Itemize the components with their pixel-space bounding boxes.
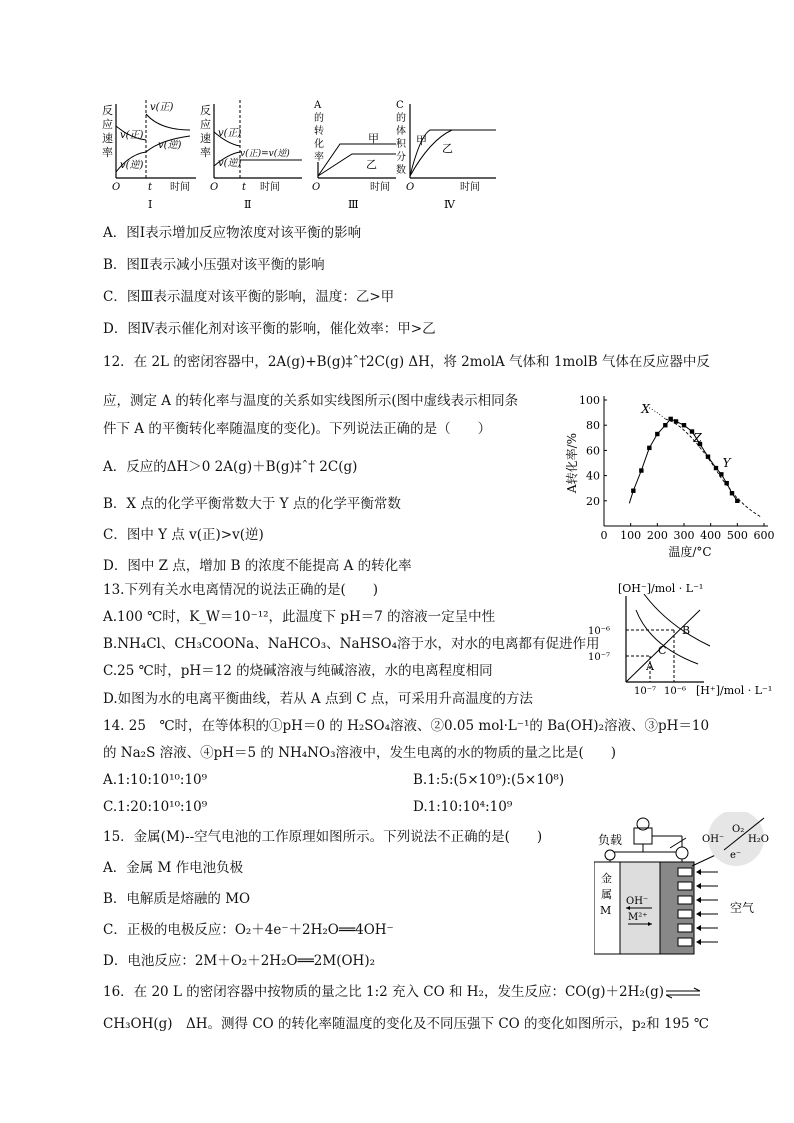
panel4-ylabel-2: 的 xyxy=(396,113,406,124)
panel1-numeral: Ⅰ xyxy=(148,198,153,211)
q12-xtick-label: 600 xyxy=(753,529,775,542)
panel1-origin: O xyxy=(112,182,121,193)
panel4-curve-jia: 甲 xyxy=(416,134,427,147)
q12-data-point xyxy=(682,423,686,427)
q11-option-d: D．图Ⅳ表示催化剂对该平衡的影响，催化效率：甲>乙 xyxy=(103,321,436,337)
q15-option-c: C．正极的电极反应：O₂＋4e⁻＋2H₂O══4OH⁻ xyxy=(103,922,394,938)
q14-option-b: B.1:5:(5×10⁹):(5×10⁸) xyxy=(413,772,565,788)
q12-data-point xyxy=(655,432,659,436)
panel1-curve-3: v(正) xyxy=(150,102,174,113)
panel3-ylabel-5: 率 xyxy=(314,152,324,163)
panel3-numeral: Ⅲ xyxy=(348,198,359,211)
q16-line-2: CH₃OH(g) ΔH。测得 CO 的转化率随温度的变化及不同压强下 CO 的变化如图所示，p₂和 195 ℃ xyxy=(103,1016,710,1032)
panel1-t: t xyxy=(148,182,153,193)
panel2-ylabel-1: 反 xyxy=(200,104,211,117)
panel4-curve-yi: 乙 xyxy=(442,142,453,155)
q12-data-point xyxy=(639,468,643,472)
q12-data-point xyxy=(730,491,734,495)
q12-data-point xyxy=(714,466,718,470)
panel2-xlabel: 时间 xyxy=(260,182,280,193)
q15-bubble-oh: OH⁻ xyxy=(702,834,725,845)
q12-data-point xyxy=(706,455,710,459)
q13-option-a: A.100 ℃时，K_W＝10⁻¹²，此温度下 pH＝7 的溶液一定呈中性 xyxy=(103,609,496,625)
q12-equilibrium-curve xyxy=(665,419,761,517)
q12-stem-3: 件下 A 的平衡转化率随温度的变化)。下列说法正确的是（ ） xyxy=(103,421,492,437)
q15-metal-3: M xyxy=(600,904,612,917)
q13-point-c: C xyxy=(658,644,667,657)
q12-option-a: A．反应的ΔH＞0 2A(g)＋B(g)‡ˆ† 2C(g) xyxy=(103,459,358,475)
q12-data-point xyxy=(668,417,672,421)
q15-option-d: D．电池反应：2M＋O₂＋2H₂O══2M(OH)₂ xyxy=(103,953,376,969)
panel2-t: t xyxy=(242,182,247,193)
rate-figure-panels xyxy=(100,96,500,214)
panel2-origin: O xyxy=(210,182,219,193)
q12-ytick-label: 60 xyxy=(586,444,600,458)
q15-bubble-o2: O₂ xyxy=(732,824,745,835)
panel4-origin: O xyxy=(406,182,415,193)
panel1-ylabel-1: 反 xyxy=(102,104,113,117)
q13-option-b: B.NH₄Cl、CH₃COONa、NaHCO₃、NaHSO₄溶于水，对水的电离都有促进作用 xyxy=(103,636,600,652)
q13-fig-xtick-2: 10⁻⁶ xyxy=(664,686,687,697)
q15-load-label: 负载 xyxy=(598,833,623,847)
panel1-curve-4: v(逆) xyxy=(158,140,182,151)
panel-2 xyxy=(200,100,302,211)
q13-point-b: B xyxy=(682,624,691,637)
q14-option-a: A.1:10:10¹⁰:10⁹ xyxy=(103,772,208,788)
q12-option-b: B．X 点的化学平衡常数大于 Y 点的化学平衡常数 xyxy=(103,496,401,512)
q16-line-1 xyxy=(103,983,702,1001)
q12-ytick-label: 20 xyxy=(586,494,600,508)
q12-xtick-label: 0 xyxy=(600,529,608,542)
q12-data-point xyxy=(674,419,678,423)
q12-option-c: C．图中 Y 点 v(正)>v(逆) xyxy=(103,527,264,543)
panel1-xlabel: 时间 xyxy=(170,182,190,193)
q14-stem-2: 的 Na₂S 溶液、④pH＝5 的 NH₄NO₃溶液中，发生电离的水的物质的量之比是( ) xyxy=(103,745,617,761)
q15-ion-m: M²⁺ xyxy=(628,912,648,923)
q13-stem: 13.下列有关水电离情况的说法正确的是( ) xyxy=(103,582,379,598)
q13-option-d: D.如图为水的电离平衡曲线，若从 A 点到 C 点，可采用升高温度的方法 xyxy=(103,691,533,707)
q15-option-a: A．金属 M 作电池负极 xyxy=(103,860,244,876)
q12-xtick-label: 100 xyxy=(620,529,642,542)
q12-data-point xyxy=(719,472,723,476)
q15-ion-oh: OH⁻ xyxy=(626,896,649,907)
q15-bubble-h2o: H₂O xyxy=(748,834,769,845)
panel3-xlabel: 时间 xyxy=(370,182,390,193)
q13-fig-ytick-1: 10⁻⁶ xyxy=(588,626,611,637)
q14-option-c: C.1:20:10¹⁰:10⁹ xyxy=(103,799,208,815)
panel4-ylabel-1: C xyxy=(396,100,404,111)
q13-point-a: A xyxy=(646,660,654,673)
panel3-origin: O xyxy=(312,182,321,193)
q12-ytick-label: 40 xyxy=(586,469,600,483)
equilibrium-arrow-icon xyxy=(666,987,702,999)
q12-stem-2: 应，测定 A 的转化率与温度的关系如实线图所示(图中虚线表示相同条 xyxy=(103,393,519,409)
panel3-ylabel-3: 转 xyxy=(314,126,324,137)
water-ionization-figure xyxy=(588,580,788,702)
panel2-ylabel-4: 率 xyxy=(200,146,211,159)
panel2-numeral: Ⅱ xyxy=(244,198,252,211)
panel2-ylabel-2: 应 xyxy=(200,118,211,131)
panel-4 xyxy=(396,100,496,211)
panel4-ylabel-3: 体 xyxy=(396,126,406,137)
q11-option-a: A．图Ⅰ表示增加反应物浓度对该平衡的影响 xyxy=(103,225,362,241)
q12-xtick-label: 400 xyxy=(700,529,722,542)
panel4-numeral: Ⅳ xyxy=(444,198,455,211)
q15-option-b: B．电解质是熔融的 MO xyxy=(103,891,251,907)
q12-data-point xyxy=(647,446,651,450)
q12-xlabel: 温度/°C xyxy=(668,545,712,559)
q15-stem: 15．金属(M)--空气电池的工作原理如图所示。下列说法不正确的是( ) xyxy=(103,829,543,845)
panel1-curve-2: v(逆) xyxy=(120,160,144,171)
q13-fig-ylabel: [OH⁻]/mol · L⁻¹ xyxy=(618,582,704,595)
panel4-ylabel-4: 积 xyxy=(396,139,406,150)
q15-metal-2: 属 xyxy=(601,888,612,901)
q11-option-c: C．图Ⅲ表示温度对该平衡的影响，温度：乙>甲 xyxy=(103,289,395,305)
q14-option-d: D.1:10:10⁴:10⁹ xyxy=(413,799,513,815)
q12-annotation-x: X xyxy=(641,402,650,417)
panel3-ylabel-1: A xyxy=(314,100,322,111)
q12-option-d: D．图中 Z 点，增加 B 的浓度不能提高 A 的转化率 xyxy=(103,558,412,574)
panel3-ylabel-2: 的 xyxy=(314,113,324,124)
q12-measured-curve xyxy=(629,419,737,503)
q12-xtick-label: 300 xyxy=(673,529,695,542)
panel-3 xyxy=(312,100,396,211)
metal-air-battery-figure xyxy=(594,812,778,970)
q12-data-point xyxy=(631,489,635,493)
panel2-ylabel-3: 速 xyxy=(200,132,211,145)
q12-data-point xyxy=(724,481,728,485)
q12-data-point xyxy=(735,499,739,503)
panel4-xlabel: 时间 xyxy=(460,182,480,193)
q12-ytick-label: 100 xyxy=(579,394,600,407)
q12-annotation-z: Z xyxy=(693,430,702,445)
panel2-curve-2: v(逆) xyxy=(218,158,242,169)
q14-stem-1: 14. 25 ℃时，在等体积的①pH＝0 的 H₂SO₄溶液、②0.05 mol·L⁻¹的 Ba(OH)₂溶液、③pH＝10 xyxy=(103,718,710,734)
q12-xtick-label: 200 xyxy=(646,529,668,542)
q13-fig-ytick-2: 10⁻⁷ xyxy=(588,652,611,663)
q12-stem-1: 12．在 2L 的密闭容器中，2A(g)+B(g)‡ˆ†2C(g) ΔH，将 2molA 气体和 1molB 气体在反应器中反 xyxy=(103,354,710,370)
panel1-ylabel-2: 应 xyxy=(102,118,113,131)
panel3-curve-yi: 乙 xyxy=(366,158,377,171)
q11-option-b: B．图Ⅱ表示减小压强对该平衡的影响 xyxy=(103,257,325,273)
q15-air-label: 空气 xyxy=(730,901,755,915)
panel3-ylabel-4: 化 xyxy=(314,139,324,150)
panel1-ylabel-4: 率 xyxy=(102,146,113,159)
panel4-ylabel-5: 分 xyxy=(396,152,406,163)
q12-ylabel: A转化率/% xyxy=(565,432,579,494)
panel1-curve-1: v(正) xyxy=(120,130,144,141)
panel2-curve-1: v(正) xyxy=(218,128,242,139)
q12-data-point xyxy=(663,423,667,427)
panel4-ylabel-6: 数 xyxy=(396,165,406,176)
q12-ytick-label: 80 xyxy=(586,419,600,433)
q16-line-1-text: 16．在 20 L 的密闭容器中按物质的量之比 1:2 充入 CO 和 H₂，发生反应：CO(g)＋2H₂(g) xyxy=(103,984,664,1000)
q13-fig-xlabel: [H⁺]/mol · L⁻¹ xyxy=(696,684,773,697)
q12-annotation-y: Y xyxy=(722,456,731,470)
panel2-curve-3: v(正)=v(逆) xyxy=(240,149,290,159)
q15-bubble-e: e⁻ xyxy=(730,850,742,861)
q13-option-c: C.25 ℃时，pH＝12 的烧碱溶液与纯碱溶液，水的电离程度相同 xyxy=(103,663,493,679)
conversion-temperature-chart xyxy=(548,388,780,560)
q15-metal-1: 金 xyxy=(601,872,612,885)
q13-fig-xtick-1: 10⁻⁷ xyxy=(634,686,657,697)
panel1-ylabel-3: 速 xyxy=(102,132,113,145)
q12-xtick-label: 500 xyxy=(726,529,748,542)
panel-1 xyxy=(102,100,196,211)
panel3-curve-jia: 甲 xyxy=(368,132,379,145)
